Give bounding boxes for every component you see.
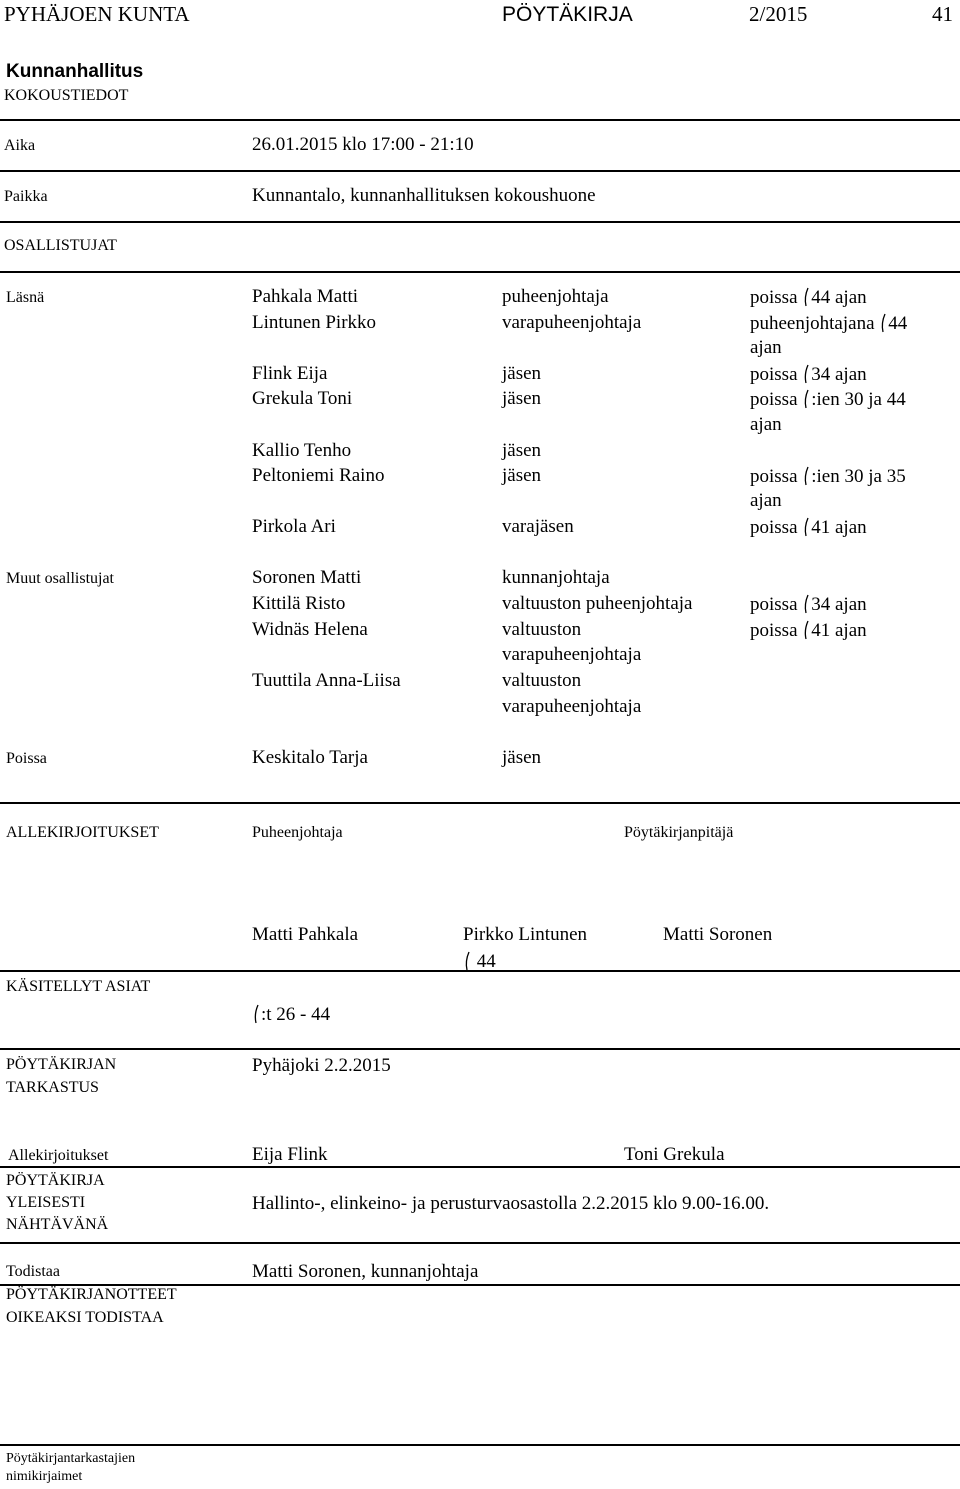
- divider: [0, 1048, 960, 1050]
- extracts-label: PÖYTÄKIRJANOTTEET: [6, 1286, 177, 1303]
- divider: [0, 1242, 960, 1244]
- section-heading: KOKOUSTIEDOT: [4, 87, 129, 104]
- divider: [0, 119, 960, 121]
- section-mark-icon: [802, 469, 811, 486]
- participant-note: poissa :ien 30 ja 35: [750, 466, 906, 487]
- participant-name: Tuuttila Anna-Liisa: [252, 670, 401, 691]
- review-label-cont: TARKASTUS: [6, 1079, 99, 1096]
- reviewer-1: Eija Flink: [252, 1144, 328, 1165]
- participant-name: Widnäs Helena: [252, 619, 368, 640]
- extracts-label-cont: OIKEAKSI TODISTAA: [6, 1309, 164, 1326]
- items-value: :t 26 - 44: [252, 1004, 330, 1024]
- public-label: PÖYTÄKIRJA: [6, 1172, 105, 1189]
- public-label-cont: NÄHTÄVÄNÄ: [6, 1216, 109, 1233]
- participant-note: poissa 34 ajan: [750, 364, 867, 385]
- participant-role: puheenjohtaja: [502, 286, 609, 307]
- signer-vice-chair-section: 44: [463, 951, 496, 971]
- section-mark-icon: [802, 623, 811, 640]
- participant-note-cont: ajan: [750, 337, 782, 358]
- section-mark-icon: [802, 392, 811, 409]
- review-value: Pyhäjoki 2.2.2015: [252, 1055, 391, 1076]
- items-label: KÄSITELLYT ASIAT: [6, 978, 151, 995]
- participant-role: valtuuston: [502, 670, 582, 691]
- certify-label: Todistaa: [6, 1263, 60, 1280]
- present-label: Läsnä: [6, 289, 45, 306]
- participant-name: Keskitalo Tarja: [252, 747, 368, 768]
- participant-note-cont: ajan: [750, 414, 782, 435]
- participant-note: poissa 41 ajan: [750, 620, 867, 641]
- section-mark-icon: [802, 597, 811, 614]
- participant-role: valtuuston puheenjohtaja: [502, 593, 693, 614]
- public-value: Hallinto-, elinkeino- ja perusturvaosastolla 2.2.2015 klo 9.00-16.00.: [252, 1193, 770, 1214]
- participant-role: valtuuston: [502, 619, 582, 640]
- absent-label: Poissa: [6, 750, 47, 767]
- divider: [0, 1444, 960, 1446]
- participant-name: Pirkola Ari: [252, 516, 336, 537]
- participant-note: poissa :ien 30 ja 44: [750, 389, 906, 410]
- participant-note: poissa 41 ajan: [750, 517, 867, 538]
- participant-name: Grekula Toni: [252, 388, 353, 409]
- divider: [0, 221, 960, 223]
- divider: [0, 1166, 960, 1168]
- participant-role: varajäsen: [502, 516, 574, 537]
- participants-heading: OSALLISTUJAT: [4, 237, 117, 254]
- signatures-label: ALLEKIRJOITUKSET: [6, 824, 159, 841]
- others-label: Muut osallistujat: [6, 570, 114, 587]
- review-sign-label: Allekirjoitukset: [8, 1147, 109, 1164]
- document-number: 2/2015: [749, 2, 808, 26]
- participant-role-cont: varapuheenjohtaja: [502, 644, 642, 665]
- participant-role-cont: varapuheenjohtaja: [502, 696, 642, 717]
- section-mark-icon: [879, 316, 888, 333]
- page-number: 41: [932, 2, 953, 26]
- participant-name: Kallio Tenho: [252, 440, 352, 461]
- time-value: 26.01.2015 klo 17:00 - 21:10: [252, 134, 474, 155]
- participant-name: Pahkala Matti: [252, 286, 359, 307]
- participant-note-cont: ajan: [750, 490, 782, 511]
- reviewer-2: Toni Grekula: [624, 1144, 725, 1165]
- section-mark-icon: [802, 520, 811, 537]
- time-label: Aika: [4, 137, 36, 154]
- initials-label: Pöytäkirjantarkastajien: [6, 1451, 136, 1466]
- signer-secretary: Matti Soronen: [663, 924, 773, 945]
- participant-note: poissa 44 ajan: [750, 287, 867, 308]
- section-mark-icon: [802, 367, 811, 384]
- municipality-name: PYHÄJOEN KUNTA: [4, 2, 190, 26]
- section-mark-icon: [252, 1007, 261, 1024]
- chair-label: Puheenjohtaja: [252, 824, 343, 841]
- participant-role: jäsen: [502, 465, 542, 486]
- public-label-cont: YLEISESTI: [6, 1194, 86, 1211]
- initials-label-cont: nimikirjaimet: [6, 1469, 83, 1484]
- participant-name: Flink Eija: [252, 363, 328, 384]
- participant-name: Kittilä Risto: [252, 593, 346, 614]
- participant-note: puheenjohtajana 44: [750, 313, 908, 334]
- participant-name: Peltoniemi Raino: [252, 465, 385, 486]
- participant-role: kunnanjohtaja: [502, 567, 610, 588]
- secretary-label: Pöytäkirjanpitäjä: [624, 824, 734, 841]
- participant-note: poissa 34 ajan: [750, 594, 867, 615]
- signer-chair: Matti Pahkala: [252, 924, 359, 945]
- participant-name: Lintunen Pirkko: [252, 312, 377, 333]
- participant-role: jäsen: [502, 440, 542, 461]
- divider: [0, 271, 960, 273]
- participant-role: varapuheenjohtaja: [502, 312, 642, 333]
- section-mark-icon: [463, 954, 472, 971]
- participant-role: jäsen: [502, 363, 542, 384]
- participant-role: jäsen: [502, 388, 542, 409]
- body-name: Kunnanhallitus: [6, 61, 144, 82]
- place-value: Kunnantalo, kunnanhallituksen kokoushuone: [252, 185, 596, 206]
- divider: [0, 802, 960, 804]
- signer-vice-chair: Pirkko Lintunen: [463, 924, 588, 945]
- certify-value: Matti Soronen, kunnanjohtaja: [252, 1261, 479, 1282]
- review-label: PÖYTÄKIRJAN: [6, 1056, 117, 1073]
- divider: [0, 170, 960, 172]
- section-mark-icon: [802, 290, 811, 307]
- participant-name: Soronen Matti: [252, 567, 362, 588]
- place-label: Paikka: [4, 188, 48, 205]
- divider: [0, 970, 960, 972]
- participant-role: jäsen: [502, 747, 542, 768]
- document-type: PÖYTÄKIRJA: [502, 3, 633, 26]
